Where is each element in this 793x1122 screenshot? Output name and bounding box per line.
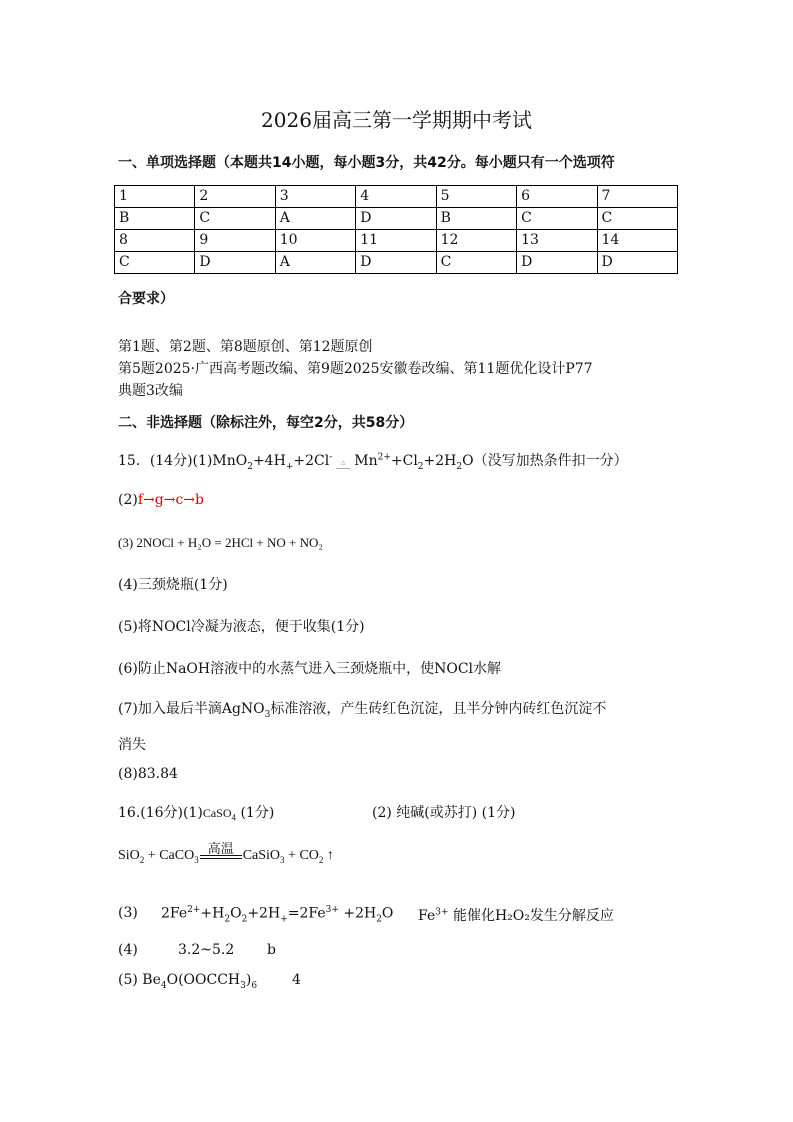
answer-table-cell: 9 xyxy=(195,230,275,252)
reaction-condition: 高温 xyxy=(200,842,242,859)
q15-a2-prefix: (2) xyxy=(118,492,138,508)
answer-table-cell: 6 xyxy=(517,186,597,208)
answer-table-cell: C xyxy=(597,208,678,230)
q15-answer-6: (6)防止NaOH溶液中的水蒸气进入三颈烧瓶中，使NOCl水解 xyxy=(118,661,502,677)
q16-answer-2: (2) 纯碱(或苏打) (1分) xyxy=(372,805,516,821)
answer-table-cell: D xyxy=(195,252,275,274)
q15-answer-8: (8)83.84 xyxy=(118,766,178,782)
answer-table-cell: B xyxy=(436,208,516,230)
q15-answer-1: 15．(14分)$(1)MnO_2+4H_++2Cl^-▵$ $Mn^{2+}+Cl_2+2H_2O$（没写加热条件扣一分） xyxy=(118,452,628,472)
q16-a1-prefix: 16.(16分)(1) xyxy=(118,805,203,821)
q15-answer-7-cont: 消失 xyxy=(118,737,146,753)
answer-table-cell: A xyxy=(275,208,355,230)
q15-a2-sequence: f→g→c→b xyxy=(137,492,204,508)
heat-triangle-icon: ▵ xyxy=(336,458,350,469)
answer-table-cell: D xyxy=(517,252,597,274)
answer-table-cell: 7 xyxy=(597,186,678,208)
answer-table-cell: C xyxy=(195,208,275,230)
answer-table-cell: 4 xyxy=(356,186,436,208)
q15-a7-rest: 标准溶液，产生砖红色沉淀，且半分钟内砖红色沉淀不 xyxy=(270,701,607,717)
answer-table-cell: 14 xyxy=(597,230,678,252)
answer-table-cell: D xyxy=(356,208,436,230)
q15-answer-3 xyxy=(118,535,323,551)
answer-table xyxy=(114,185,678,274)
answer-table-cell: 11 xyxy=(356,230,436,252)
q16-a3-note: $Fe^{3+}$ 能催化H₂O₂发生分解反应 xyxy=(418,907,614,924)
answer-table-cell: B xyxy=(115,208,195,230)
section1-heading: 一、单项选择题（本题共14小题，每小题3分，共42分。每小题只有一个选项符 xyxy=(118,155,615,171)
q16-answer-5: (5) $Be_4O(OOCCH_3)_6$ xyxy=(118,972,258,991)
page-title: 2026届高三第一学期期中考试 xyxy=(261,108,532,132)
answer-table-cell: 13 xyxy=(517,230,597,252)
source-note-1: 第1题、第2题、第8题原创、第12题原创 xyxy=(118,339,373,355)
answer-table-row xyxy=(115,230,678,252)
section2-heading: 二、非选择题（除标注外，每空2分，共58分） xyxy=(118,415,414,431)
q15-answer-5: (5)将NOCl冷凝为液态，便于收集(1分) xyxy=(118,619,365,635)
q15-prefix: 15．(14分)(1)MnO xyxy=(118,453,248,469)
answer-table-row xyxy=(115,252,678,274)
q15-answer-4: (4)三颈烧瓶(1分) xyxy=(118,577,228,593)
answer-table-cell: 5 xyxy=(436,186,516,208)
q15-a3-prefix: (3) xyxy=(118,535,134,550)
answer-table-cell: C xyxy=(517,208,597,230)
answer-table-cell: 8 xyxy=(115,230,195,252)
q16-answer-3 xyxy=(118,905,138,921)
answer-table-cell: C xyxy=(436,252,516,274)
answer-table-row xyxy=(115,186,678,208)
answer-table-cell: 3 xyxy=(275,186,355,208)
answer-table-cell: 12 xyxy=(436,230,516,252)
source-note-3: 典题3改编 xyxy=(118,383,183,399)
q16-a3-equation: $2Fe^{2+}+H_2O_2+2H_+=2Fe^{3+} +2H_2O$ xyxy=(161,905,394,925)
q16-a5-value: 4 xyxy=(292,972,301,988)
q15-answer-7: (7)加入最后半滴AgNO$_3$标准溶液，产生砖红色沉淀，且半分钟内砖红色沉淀不 xyxy=(118,701,607,720)
q16-a4-choice: b xyxy=(267,942,276,958)
section1-heading-cont: 合要求） xyxy=(118,291,174,307)
q16-a4-label: (4) xyxy=(118,942,138,958)
answer-table-cell: D xyxy=(597,252,678,274)
q15-a7-prefix: (7)加入最后半滴AgNO xyxy=(118,701,265,717)
source-note-2: 第5题2025·广西高考题改编、第9题2025安徽卷改编、第11题优化设计P77 xyxy=(118,361,593,377)
answer-table-cell: C xyxy=(115,252,195,274)
answer-table-cell: A xyxy=(275,252,355,274)
q16-a3-label: (3) xyxy=(118,905,138,921)
q15-a3-equation: 2NOCl + H₂O = 2HCl + NO + NO₂ xyxy=(136,535,323,550)
q15-note: （没写加热条件扣一分） xyxy=(473,453,628,469)
q16-equation: SiO$_2$ + CaCO$_3$ 高温 CaSiO$_3$ + $CO_2$ ↑ xyxy=(118,841,334,865)
answer-table-row xyxy=(115,208,678,230)
answer-table-cell: 1 xyxy=(115,186,195,208)
answer-table-cell: 2 xyxy=(195,186,275,208)
answer-table-cell: 10 xyxy=(275,230,355,252)
q15-answer-2 xyxy=(118,492,204,508)
q16-a1-rest: (1分) xyxy=(240,805,275,821)
answer-table-cell: D xyxy=(356,252,436,274)
q16-answer-1: 16.(16分)(1)CaSO$_4$ (1分) xyxy=(118,805,275,823)
q16-a4-range: 3.2~5.2 xyxy=(178,942,235,958)
